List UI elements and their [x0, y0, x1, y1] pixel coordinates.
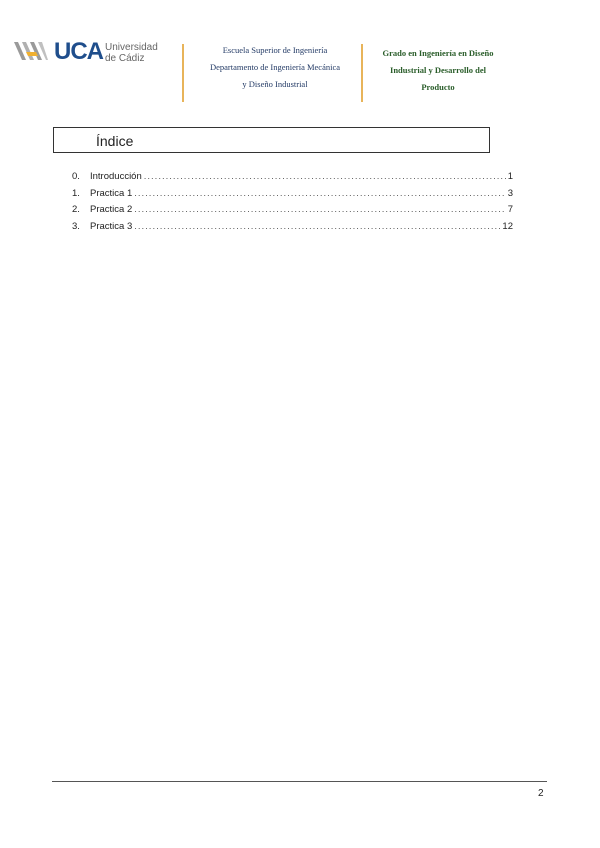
header-department-line: Departamento de Ingeniería Mecánica [209, 62, 341, 72]
uca-logo [12, 36, 162, 68]
toc-entry-practica-1[interactable] [72, 188, 513, 205]
toc-entry-page: 12 [502, 220, 513, 232]
toc-entry-introduccion[interactable] [72, 171, 513, 188]
toc-entry-label: Practica 2 [90, 204, 133, 215]
header-divider-right [361, 44, 363, 102]
header-school-department [190, 42, 360, 93]
toc-entry-practica-3[interactable] [72, 221, 513, 238]
table-of-contents [72, 171, 513, 237]
header-degree [368, 45, 508, 96]
toc-entry-page: 1 [507, 171, 513, 182]
toc-entry-page: 3 [507, 187, 513, 199]
header-school-line: Escuela Superior de Ingeniería [222, 45, 328, 55]
toc-entry-number: 1. [72, 187, 80, 199]
logo-uca-text: UCA [54, 38, 103, 65]
toc-dot-leader [144, 171, 506, 182]
index-title-box [53, 127, 490, 153]
header-degree-line-2: Industrial y Desarrollo del [390, 65, 486, 75]
uca-emblem-icon [12, 38, 50, 66]
toc-entry-number: 0. [72, 171, 80, 182]
toc-dot-leader [134, 188, 505, 199]
page-number: 2 [538, 788, 544, 799]
logo-university-name: Universidad de Cádiz [105, 42, 158, 64]
header-degree-line-1: Grado en Ingeniería en Diseño [382, 48, 494, 58]
toc-entry-page: 7 [507, 204, 513, 215]
header-divider-left [182, 44, 184, 102]
toc-dot-leader [134, 204, 505, 215]
index-title: Índice [96, 133, 134, 149]
toc-entry-number: 2. [72, 204, 80, 215]
toc-entry-number: 3. [72, 220, 80, 232]
toc-dot-leader [134, 221, 500, 232]
toc-entry-label: Practica 1 [90, 187, 133, 199]
footer-divider [52, 781, 547, 782]
toc-entry-label: Introducción [90, 171, 142, 182]
header-department-line-2: y Diseño Industrial [242, 79, 308, 89]
header-degree-line-3: Producto [421, 82, 455, 92]
toc-entry-label: Practica 3 [90, 220, 133, 232]
toc-entry-practica-2[interactable] [72, 204, 513, 221]
